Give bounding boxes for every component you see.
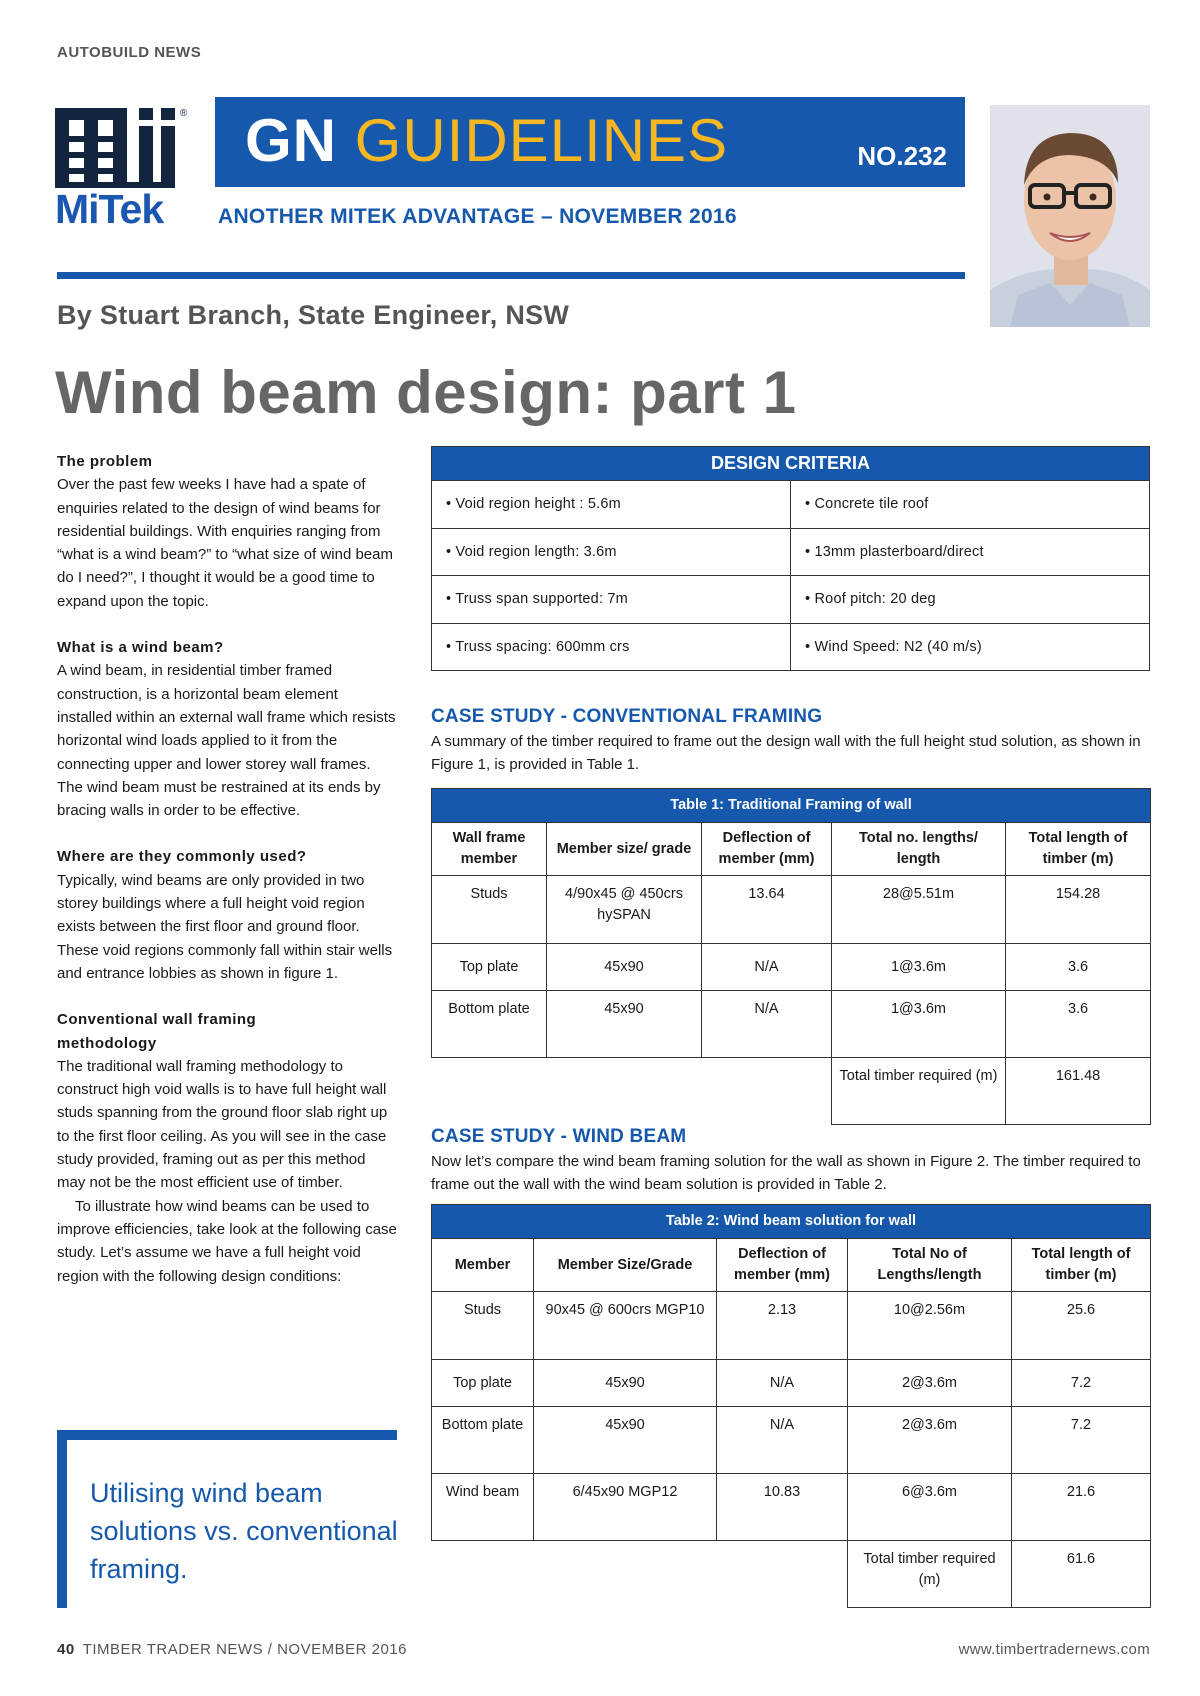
table-2-total-label: Total timber required (m) [848,1541,1012,1608]
table-cell: 45x90 [547,944,702,991]
criteria-cell: • Truss span supported: 7m [432,576,791,624]
criteria-cell: • Void region length: 3.6m [432,528,791,576]
table-cell: Bottom plate [432,991,547,1058]
mitek-logo-mark-icon [55,108,188,188]
table-cell: 7.2 [1012,1360,1151,1407]
what-heading: What is a wind beam? [57,639,224,657]
banner-title-rest: GUIDELINES [354,107,729,174]
where-body: Typically, wind beams are only provided in two storey buildings where a full height void region exists between the first floor and ground floor. These void regions commonly fall within stair wells and entrance lobbies as shown in figure 1. [57,871,393,982]
table-cell: 154.28 [1006,876,1151,944]
banner-title-bold: GN [245,107,337,174]
banner-title [245,107,729,174]
table-1-header: Wall frame member [432,823,547,876]
section-problem [57,450,397,613]
issue-number: NO.232 [857,141,947,171]
table-cell: 21.6 [1012,1474,1151,1541]
table-cell: 25.6 [1012,1292,1151,1360]
table-cell: Top plate [432,944,547,991]
table-row [432,876,1151,944]
table-cell: N/A [717,1360,848,1407]
table-cell: 4/90x45 @ 450crs hySPAN [547,876,702,944]
problem-heading: The problem [57,453,153,470]
table-row [432,623,1150,671]
table-blank-cell [432,1058,832,1125]
pull-quote [57,1430,397,1608]
table-cell: N/A [717,1407,848,1474]
criteria-cell: • Wind Speed: N2 (40 m/s) [791,623,1150,671]
table-cell: 10.83 [717,1474,848,1541]
table-cell: 45x90 [534,1360,717,1407]
table-cell: 3.6 [1006,991,1151,1058]
table-row [432,481,1150,529]
table-cell: 1@3.6m [832,991,1006,1058]
criteria-cell: • Truss spacing: 600mm crs [432,623,791,671]
byline: By Stuart Branch, State Engineer, NSW [57,300,570,330]
table-cell: N/A [702,991,832,1058]
conventional-body-2: To illustrate how wind beams can be used to improve efficiencies, take look at the following case study. Let’s assume we have a full height void region with the following design conditions: [57,1197,397,1285]
design-criteria-title: DESIGN CRITERIA [432,447,1150,481]
table-cell: 1@3.6m [832,944,1006,991]
header-rule [57,272,965,279]
design-criteria-table [431,446,1150,671]
case-study-conventional-text: A summary of the timber required to frame out the design wall with the full height stud solution, as shown in Figure 1, is provided in Table 1. [431,733,1141,773]
author-portrait [990,105,1150,327]
table-1 [431,788,1151,1125]
table-1-header: Deflection of member (mm) [702,823,832,876]
case-study-wind-beam-heading: CASE STUDY - WIND BEAM [431,1126,687,1147]
case-study-conventional-heading: CASE STUDY - CONVENTIONAL FRAMING [431,706,823,727]
table-2 [431,1204,1151,1608]
table-cell: 3.6 [1006,944,1151,991]
left-column [57,450,397,1311]
publication-name: TIMBER TRADER NEWS / NOVEMBER 2016 [82,1641,407,1658]
table-cell: 10@2.56m [848,1292,1012,1360]
table-cell: N/A [702,944,832,991]
criteria-cell: • 13mm plasterboard/direct [791,528,1150,576]
table-cell: Studs [432,1292,534,1360]
table-row [432,1360,1151,1407]
article-headline: Wind beam design: part 1 [55,359,797,426]
table-1-header: Total length of timber (m) [1006,823,1151,876]
table-1-total-value: 161.48 [1006,1058,1151,1125]
table-row [432,1407,1151,1474]
table-row [432,944,1151,991]
mitek-logo [55,108,190,232]
table-2-header: Member [432,1239,534,1292]
table-cell: 2@3.6m [848,1360,1012,1407]
table-cell: 6@3.6m [848,1474,1012,1541]
table-2-title: Table 2: Wind beam solution for wall [432,1205,1151,1239]
table-1-header: Total no. lengths/ length [832,823,1006,876]
case-study-wind-beam-text: Now let’s compare the wind beam framing solution for the wall as shown in Figure 2. The timber required to frame out the wall with the wind beam solution is provided in Table 2. [431,1153,1141,1193]
table-cell: Top plate [432,1360,534,1407]
table-row [432,1474,1151,1541]
logo-registered-mark: ® [180,108,188,119]
section-conventional [57,1008,397,1288]
problem-body: Over the past few weeks I have had a spate of enquiries related to the design of wind beams for residential buildings. With enquiries ranging from “what is a wind beam?” to “what size of wind beam do I need?”, I thought it would be a good time to expand upon the topic. [57,476,393,610]
table-cell: 13.64 [702,876,832,944]
author-portrait-icon [990,105,1150,327]
table-row [432,576,1150,624]
table-row [432,528,1150,576]
table-total-row [432,1541,1151,1608]
page-number: 40 [57,1641,75,1658]
conventional-body: The traditional wall framing methodology to construct high void walls is to have full height wall studs spanning from the ground floor slab right up to the first floor ceiling. As you will see in the case study provided, framing out as per this method may not be the most efficient use of timber. [57,1057,388,1192]
table-1-title: Table 1: Traditional Framing of wall [432,789,1151,823]
table-cell: Wind beam [432,1474,534,1541]
table-1-header: Member size/ grade [547,823,702,876]
conventional-heading: Conventional wall framing methodology [57,1011,257,1052]
footer-left [57,1641,407,1658]
table-2-header: Deflection of member (mm) [717,1239,848,1292]
sub-banner: ANOTHER MITEK ADVANTAGE – NOVEMBER 2016 [218,205,737,228]
what-body: A wind beam, in residential timber framed construction, is a horizontal beam element installed within an external wall frame which resists horizontal wind loads applied to it from the connecting upper and lower storey wall frames. The wind beam must be restrained at its ends by bracing walls in order to be effective. [57,662,396,820]
where-heading: Where are they commonly used? [57,848,307,866]
pull-quote-text: Utilising wind beam solutions vs. conventional framing. [90,1478,398,1584]
table-cell: Studs [432,876,547,944]
table-blank-cell [432,1541,848,1608]
table-cell: 45x90 [547,991,702,1058]
logo-wordmark: MiTek [55,186,164,232]
table-1-total-label: Total timber required (m) [832,1058,1006,1125]
table-cell: 90x45 @ 600crs MGP10 [534,1292,717,1360]
section-what [57,636,397,822]
table-row [432,991,1151,1058]
table-cell: 2@3.6m [848,1407,1012,1474]
footer-url: www.timbertradernews.com [958,1641,1150,1658]
section-tag: AUTOBUILD NEWS [57,44,202,61]
table-2-header: Total No of Lengths/length [848,1239,1012,1292]
table-cell: 6/45x90 MGP12 [534,1474,717,1541]
criteria-cell: • Concrete tile roof [791,481,1150,529]
criteria-cell: • Void region height : 5.6m [432,481,791,529]
table-2-header: Member Size/Grade [534,1239,717,1292]
guidelines-banner [215,97,965,187]
table-total-row [432,1058,1151,1125]
table-cell: 2.13 [717,1292,848,1360]
section-where [57,845,397,985]
table-2-header: Total length of timber (m) [1012,1239,1151,1292]
table-cell: 45x90 [534,1407,717,1474]
table-2-total-value: 61.6 [1012,1541,1151,1608]
table-row [432,1292,1151,1360]
table-cell: 7.2 [1012,1407,1151,1474]
criteria-cell: • Roof pitch: 20 deg [791,576,1150,624]
table-cell: Bottom plate [432,1407,534,1474]
table-cell: 28@5.51m [832,876,1006,944]
